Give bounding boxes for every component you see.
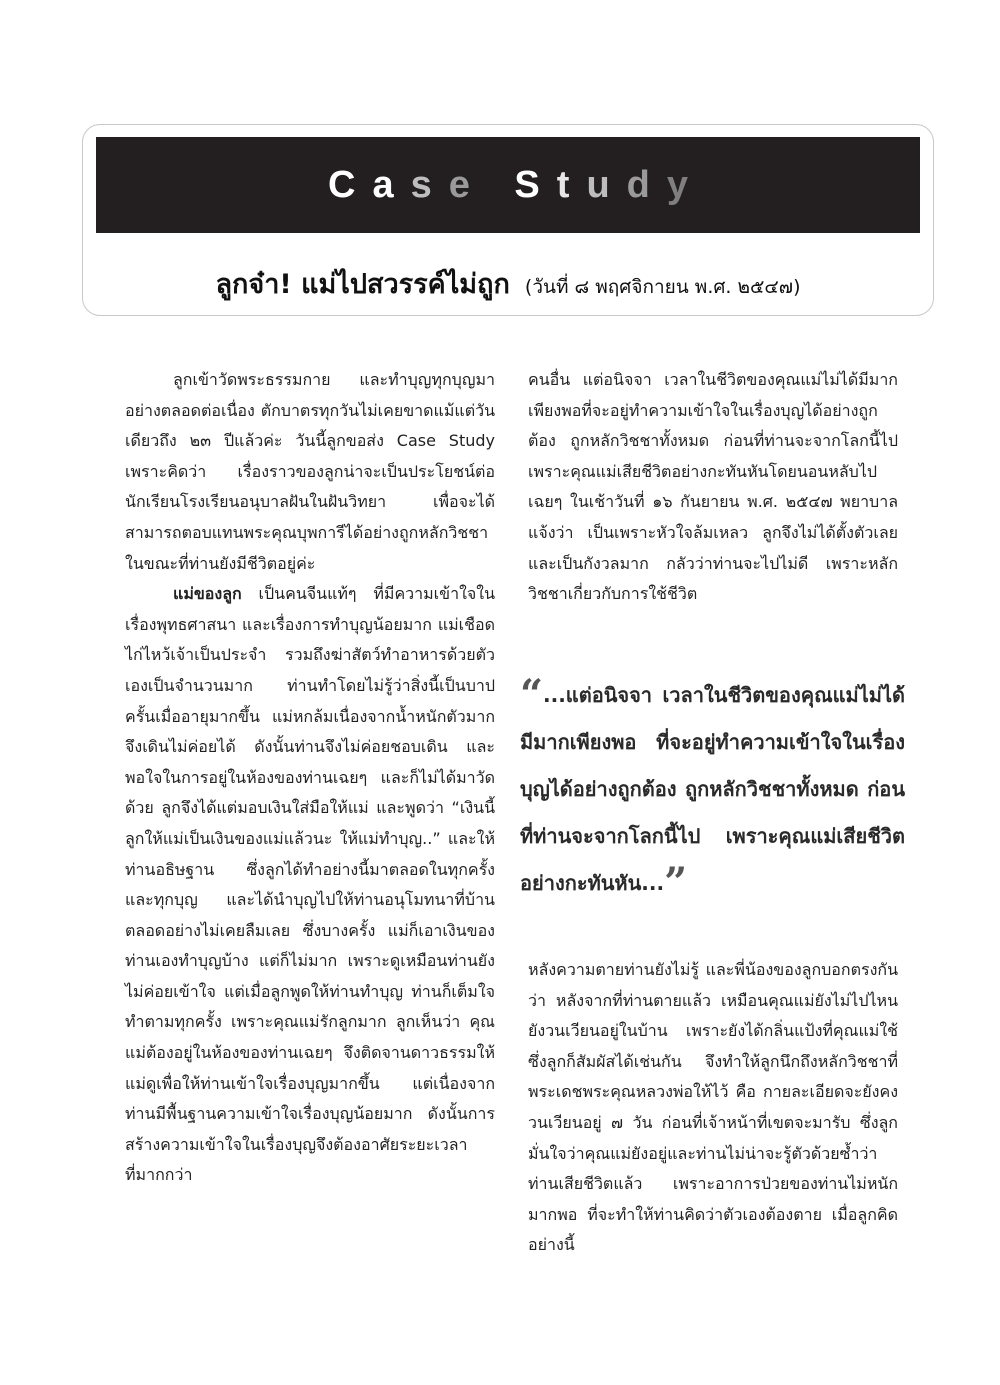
banner-letter: S [514, 163, 557, 206]
banner-letter: e [448, 163, 487, 206]
banner-letter: d [626, 163, 667, 206]
paragraph: ลูกเข้าวัดพระธรรมกาย และทำบุญทุกบุญมาอย่างตลอดต่อเนื่อง ตักบาตรทุกวันไม่เคยขาดแม้แต่วันเดียวถึง ๒๓ ปีแล้วค่ะ วันนี้ลูกขอส่ง Case Study เพราะคิดว่า เรื่องราวของลูกน่าจะเป็นประโยชน์ต่อนักเรียนโรงเรียนอนุบาลฝันในฝันวิทยา เพื่อจะได้สามารถตอบแทนพระคุณบุพการีได้อย่างถูกหลักวิชชา ในขณะที่ท่านยังมีชีวิตอยู่ค่ะ [125, 370, 495, 573]
paragraph-lead: แม่ของลูก [173, 584, 242, 604]
paragraph: หลังความตายท่านยังไม่รู้ และพี่น้องของลูกบอกตรงกันว่า หลังจากที่ท่านตายแล้ว เหมือนคุณแม่ยังไม่ไปไหน ยังวนเวียนอยู่ในบ้าน เพราะยังได้กลิ่นแป้งที่คุณแม่ใช้ ซึ่งลูกก็สัมผัสได้เช่นกัน จึงทำให้ลูกนึกถึงหลักวิชชาที่พระเดชพระคุณหลวงพ่อให้ไว้ คือ กายละเอียดจะยังคงวนเวียนอยู่ ๗ วัน ก่อนที่เจ้าหน้าที่เขตจะมารับ ซึ่งลูกมั่นใจว่าคุณแม่ยังอยู่และท่านไม่น่าจะรู้ตัวด้วยซ้ำว่าท่านเสียชีวิตแล้ว เพราะอาการป่วยของท่านไม่หนักมากพอ ที่จะทำให้ท่านคิดว่าตัวเองต้องตาย เมื่อลูกคิดอย่างนี้ [528, 960, 898, 1255]
close-quote-mark: ” [664, 859, 688, 906]
left-column [125, 365, 495, 1191]
headline-date: (วันที่ ๘ พฤศจิกายน พ.ศ. ๒๕๔๗) [524, 276, 801, 298]
banner-letter: s [410, 163, 449, 206]
headline-title: ลูกจ๋า! แม่ไปสวรรค์ไม่ถูก [215, 269, 510, 300]
paragraph [125, 579, 495, 1191]
pull-quote-text: ...แต่อนิจจา เวลาในชีวิตของคุณแม่ไม่ได้มีมากเพียงพอ ที่จะอยู่ทำความเข้าใจในเรื่องบุญได้อย่างถูกต้อง ถูกหลักวิชชาทั้งหมด ก่อนที่ท่านจะจากโลกนี้ไป เพราะคุณแม่เสียชีวิตอย่างกะทันหัน... [520, 683, 905, 895]
banner-letter: a [372, 163, 411, 206]
banner-title [311, 164, 705, 207]
banner-letter: u [586, 163, 627, 206]
paragraph: คนอื่น แต่อนิจจา เวลาในชีวิตของคุณแม่ไม่ได้มีมากเพียงพอที่จะอยู่ทำความเข้าใจในเรื่องบุญได้อย่างถูกต้อง ถูกหลักวิชชาทั้งหมด ก่อนที่ท่านจะจากโลกนี้ไป เพราะคุณแม่เสียชีวิตอย่างกะทันหันโดยนอนหลับไปเฉยๆ ในเช้าวันที่ ๑๖ กันยายน พ.ศ. ๒๕๔๗ พยาบาลแจ้งว่า เป็นเพราะหัวใจล้มเหลว ลูกจึงไม่ได้ตั้งตัวเลย และเป็นกังวลมาก กลัวว่าท่านจะไปไม่ดี เพราะหลักวิชชาเกี่ยวกับการใช้ชีวิต [528, 370, 898, 604]
open-quote-mark: “ [520, 671, 544, 718]
right-column-top [528, 365, 898, 610]
right-column-bottom [528, 955, 898, 1261]
banner-letter: t [556, 163, 587, 206]
pull-quote [520, 672, 905, 907]
banner-letter [487, 164, 515, 206]
banner-letter: y [666, 163, 706, 206]
paragraph-body: เป็นคนจีนแท้ๆ ที่มีความเข้าใจในเรื่องพุทธศาสนา และเรื่องการทำบุญน้อยมาก แม่เชือดไก่ไหว้เจ้าเป็นประจำ รวมถึงฆ่าสัตว์ทำอาหารด้วยตัวเองเป็นจำนวนมาก ท่านทำโดยไม่รู้ว่าสิ่งนี้เป็นบาป ครั้นเมื่ออายุมากขึ้น แม่หกล้มเนื่องจากน้ำหนักตัวมาก จึงเดินไม่ค่อยได้ ดังนั้นท่านจึงไม่ค่อยชอบเดิน และพอใจในการอยู่ในห้องของท่านเฉยๆ และก็ไม่ได้มาวัดด้วย ลูกจึงได้แต่มอบเงินใส่มือให้แม่ และพูดว่า “เงินนี้ลูกให้แม่เป็นเงินของแม่แล้วนะ ให้แม่ทำบุญ..” และให้ท่านอธิษฐาน ซึ่งลูกได้ทำอย่างนี้มาตลอดในทุกครั้งและทุกบุญ และได้นำบุญไปให้ท่านอนุโมทนาที่บ้านตลอดอย่างไม่เคยลืมเลย ซึ่งบางครั้ง แม่ก็เอาเงินของท่านเองทำบุญบ้าง แต่ก็ไม่มาก เพราะดูเหมือนท่านยังไม่ค่อยเข้าใจ แต่เมื่อลูกพูดให้ท่านทำบุญ ท่านก็เต็มใจทำตามทุกครั้ง เพราะคุณแม่รักลูกมาก ลูกเห็นว่า คุณแม่ต้องอยู่ในห้องของท่านเฉยๆ จึงติดจานดาวธรรมให้แม่ดูเพื่อให้ท่านเข้าใจเรื่องบุญมากขึ้น แต่เนื่องจากท่านมีพื้นฐานความเข้าใจเรื่องบุญน้อยมาก ดังนั้นการสร้างความเข้าใจในเรื่องบุญจึงต้องอาศัยระยะเวลาที่มากกว่า [125, 584, 495, 1185]
article-headline [96, 262, 920, 305]
banner-letter: C [327, 163, 373, 206]
case-study-banner [96, 137, 920, 233]
